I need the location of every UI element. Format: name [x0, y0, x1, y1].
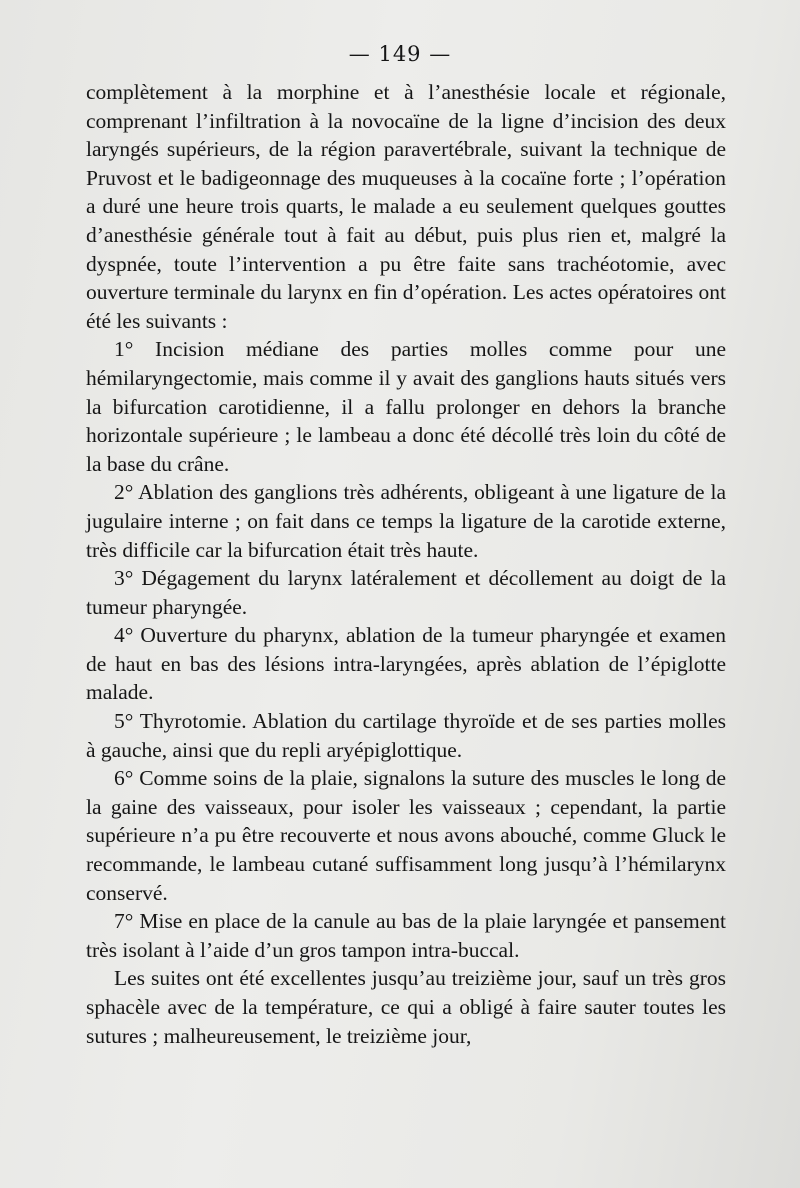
- paragraph-step-1: 1° Incision médiane des parties molles comme pour une hémilaryngectomie, mais comme il y avait des ganglions hauts situés vers la bifurcation carotidienne, il a fallu prolonger en dehors la branche horizontale supérieure ; le lambeau a donc été décollé très loin du côté de la base du crâne.: [86, 337, 726, 476]
- paragraph-step-2: 2° Ablation des ganglions très adhérents, obligeant à une ligature de la jugulaire interne ; on fait dans ce temps la ligature de la carotide externe, très difficile car la bifurcation était très haute.: [86, 480, 726, 562]
- page-number: — 149 —: [348, 42, 452, 66]
- paragraph-intro: complètement à la morphine et à l’anesthésie locale et régionale, comprenant l’infiltration à la novocaïne de la ligne d’incision des deux laryngés supérieurs, de la région paravertébrale, suivant la technique de Pruvost et le badigeonnage des muqueuses à la cocaïne forte ; l’opération a duré une heure trois quarts, le malade a eu seulement quelques gouttes d’anesthésie générale tout à fait au début, puis plus rien et, malgré la dyspnée, toute l’intervention a pu être faite sans trachéotomie, avec ouverture terminale du larynx en fin d’opération. Les actes opératoires ont été les suivants :: [86, 80, 726, 333]
- paragraph-step-6: 6° Comme soins de la plaie, signalons la suture des muscles le long de la gaine des vaisseaux, pour isoler les vaisseaux ; cependant, la partie supérieure n’a pu être recouverte et nous avons abouché, comme Gluck le recommande, le lambeau cutané suffisamment long jusqu’à l’hémilarynx conservé.: [86, 766, 726, 905]
- paragraph-outcome: Les suites ont été excellentes jusqu’au treizième jour, sauf un très gros sphacèle avec de la température, ce qui a obligé à faire sauter toutes les sutures ; malheureusement, le treizième jour,: [86, 966, 726, 1048]
- paragraph-step-4: 4° Ouverture du pharynx, ablation de la tumeur pharyngée et examen de haut en bas des lésions intra-laryngées, après ablation de l’épiglotte malade.: [86, 623, 726, 705]
- paragraph-step-3: 3° Dégagement du larynx latéralement et décollement au doigt de la tumeur pharyngée.: [86, 566, 726, 619]
- paragraph-step-5: 5° Thyrotomie. Ablation du cartilage thyroïde et de ses parties molles à gauche, ainsi que du repli aryépiglottique.: [86, 709, 726, 762]
- body-text: [86, 78, 726, 1050]
- paragraph-step-7: 7° Mise en place de la canule au bas de la plaie laryngée et pansement très isolant à l’aide d’un gros tampon intra-buccal.: [86, 909, 726, 962]
